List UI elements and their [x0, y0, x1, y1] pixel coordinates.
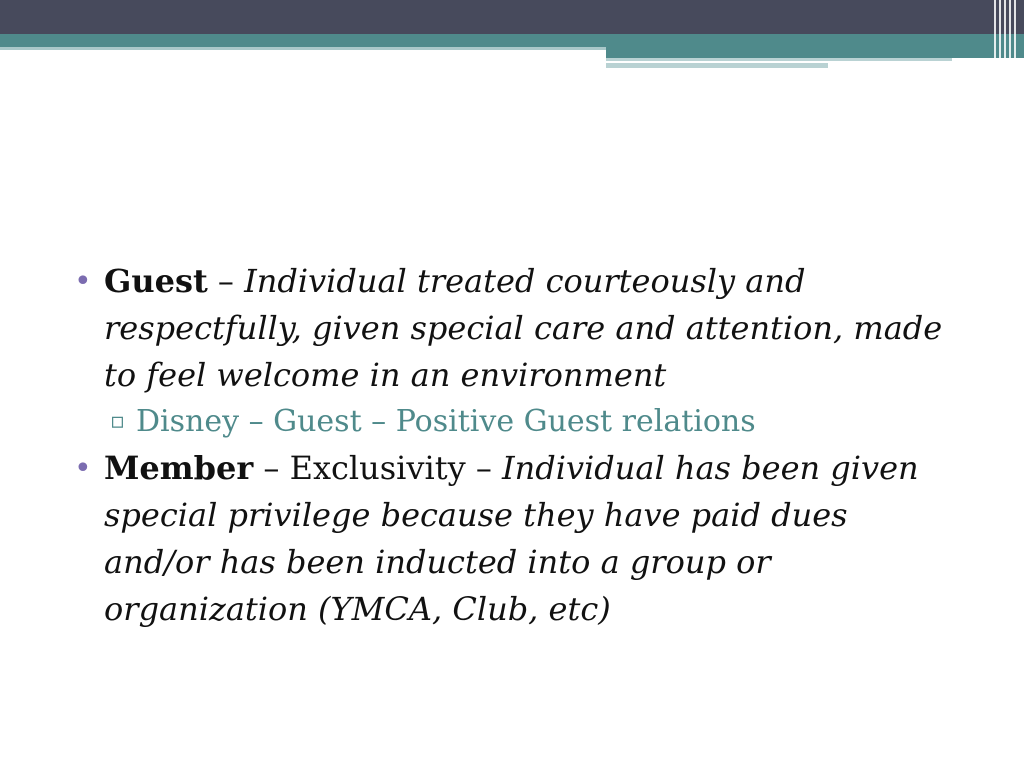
header-stripes [990, 0, 1024, 70]
header-accent-block [606, 47, 1024, 58]
stripe [1009, 0, 1011, 70]
definition-member: Individual has been given special privilege because they have paid dues and/or has been inducted into a group or organization (YMCA, Club, etc) [104, 449, 919, 628]
definition-guest: Individual treated courteously and respectfully, given special care and attention, made to feel welcome in an environment [104, 262, 943, 394]
header-thin-line [606, 58, 952, 61]
dash: – [465, 449, 502, 487]
header-accent-band [0, 34, 1024, 47]
term-member: Member [104, 449, 254, 487]
stripe [1004, 0, 1006, 70]
term-guest: Guest [104, 262, 208, 300]
stripe [1014, 0, 1016, 70]
bullet-icon: • [74, 264, 92, 299]
slide-body [74, 258, 954, 633]
header-accent-light [0, 47, 608, 50]
stripe [994, 0, 996, 70]
sub-bullet-text: Disney – Guest – Positive Guest relations [136, 404, 756, 439]
bullet-icon: • [74, 451, 92, 486]
sub-bullet-disney [74, 399, 954, 445]
bullet-guest [74, 258, 954, 399]
stripe [999, 0, 1001, 70]
sub-bullet-icon: ▫ [110, 409, 125, 434]
bullet-member [74, 445, 954, 633]
dash: – [253, 449, 290, 487]
header-thin-line [606, 63, 828, 68]
header-bar [0, 0, 1024, 34]
qualifier-exclusivity: Exclusivity [289, 449, 466, 487]
dash: – [207, 262, 245, 300]
